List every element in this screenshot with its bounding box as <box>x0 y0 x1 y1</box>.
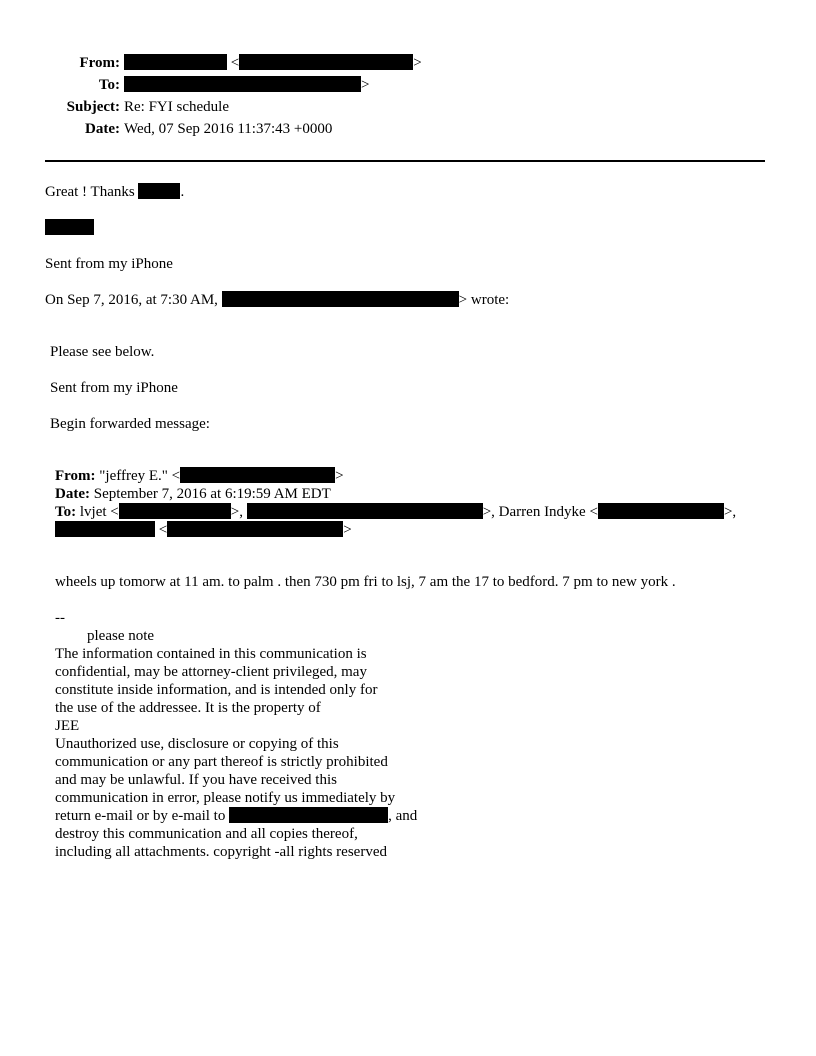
redaction-block <box>598 503 724 519</box>
forwarded-from: From: "jeffrey E." < > <box>55 468 344 484</box>
redaction-block <box>45 219 94 235</box>
signature-line: communication in error, please notify us immediately by <box>55 790 396 806</box>
redaction-block <box>124 54 227 70</box>
header-subject-label: Subject: <box>66 99 120 115</box>
signature-email-line: return e-mail or by e-mail to , and <box>55 808 418 824</box>
forwarded-to: To: lvjet < >, >, Darren Indyke < >, <box>55 504 737 520</box>
redaction-block <box>222 291 459 307</box>
header-date-row <box>0 120 600 138</box>
forwarded-date: Date: September 7, 2016 at 6:19:59 AM EDT <box>55 486 331 502</box>
signature-line: communication or any part thereof is strictly prohibited <box>55 754 388 770</box>
header-divider <box>45 160 765 162</box>
signature-line: The information contained in this communication is <box>55 646 367 662</box>
redaction-block <box>239 54 413 70</box>
signature-line: and may be unlawful. If you have received this <box>55 772 337 788</box>
header-to-row <box>0 76 600 94</box>
header-date-label: Date: <box>85 121 120 137</box>
reply-greeting: Great ! Thanks . <box>45 184 185 200</box>
quoted-sent-from: Sent from my iPhone <box>50 380 178 396</box>
redaction-block <box>138 183 180 199</box>
redaction-block <box>247 503 483 519</box>
quoted-please-see: Please see below. <box>50 344 155 360</box>
redaction-block <box>119 503 231 519</box>
header-to-label: To: <box>98 77 120 93</box>
reply-wrote-line: On Sep 7, 2016, at 7:30 AM, > wrote: <box>45 292 510 308</box>
redaction-block <box>229 807 388 823</box>
redaction-block <box>167 521 343 537</box>
signature-line: constitute inside information, and is intended only for <box>55 682 378 698</box>
signature-line: destroy this communication and all copies thereof, <box>55 826 358 842</box>
signature-line: Unauthorized use, disclosure or copying of this <box>55 736 339 752</box>
header-subject-row <box>0 98 600 116</box>
quoted-begin-forwarded: Begin forwarded message: <box>50 416 210 432</box>
header-from-row <box>0 54 600 72</box>
forwarded-body: wheels up tomorw at 11 am. to palm . then 730 pm fri to lsj, 7 am the 17 to bedford. 7 pm to new york . <box>55 574 676 590</box>
signature-line: the use of the addressee. It is the property of <box>55 700 321 716</box>
redaction-block <box>180 467 335 483</box>
redaction-block <box>55 521 155 537</box>
signature-line: confidential, may be attorney-client privileged, may <box>55 664 367 680</box>
redaction-block <box>124 76 361 92</box>
reply-signoff-redaction <box>45 219 94 237</box>
header-to-value: > <box>124 76 369 94</box>
header-from-value: < > <box>124 54 422 72</box>
header-from-label: From: <box>79 55 120 71</box>
signature-line: including all attachments. copyright -all rights reserved <box>55 844 387 860</box>
forwarded-to-continued: < > <box>55 521 352 539</box>
header-subject-value: Re: FYI schedule <box>124 99 229 115</box>
header-date-value: Wed, 07 Sep 2016 11:37:43 +0000 <box>124 121 333 137</box>
signature-dashes: -- <box>55 610 65 626</box>
reply-sent-from: Sent from my iPhone <box>45 256 173 272</box>
signature-line: JEE <box>55 718 80 734</box>
signature-please-note: please note <box>87 628 155 644</box>
